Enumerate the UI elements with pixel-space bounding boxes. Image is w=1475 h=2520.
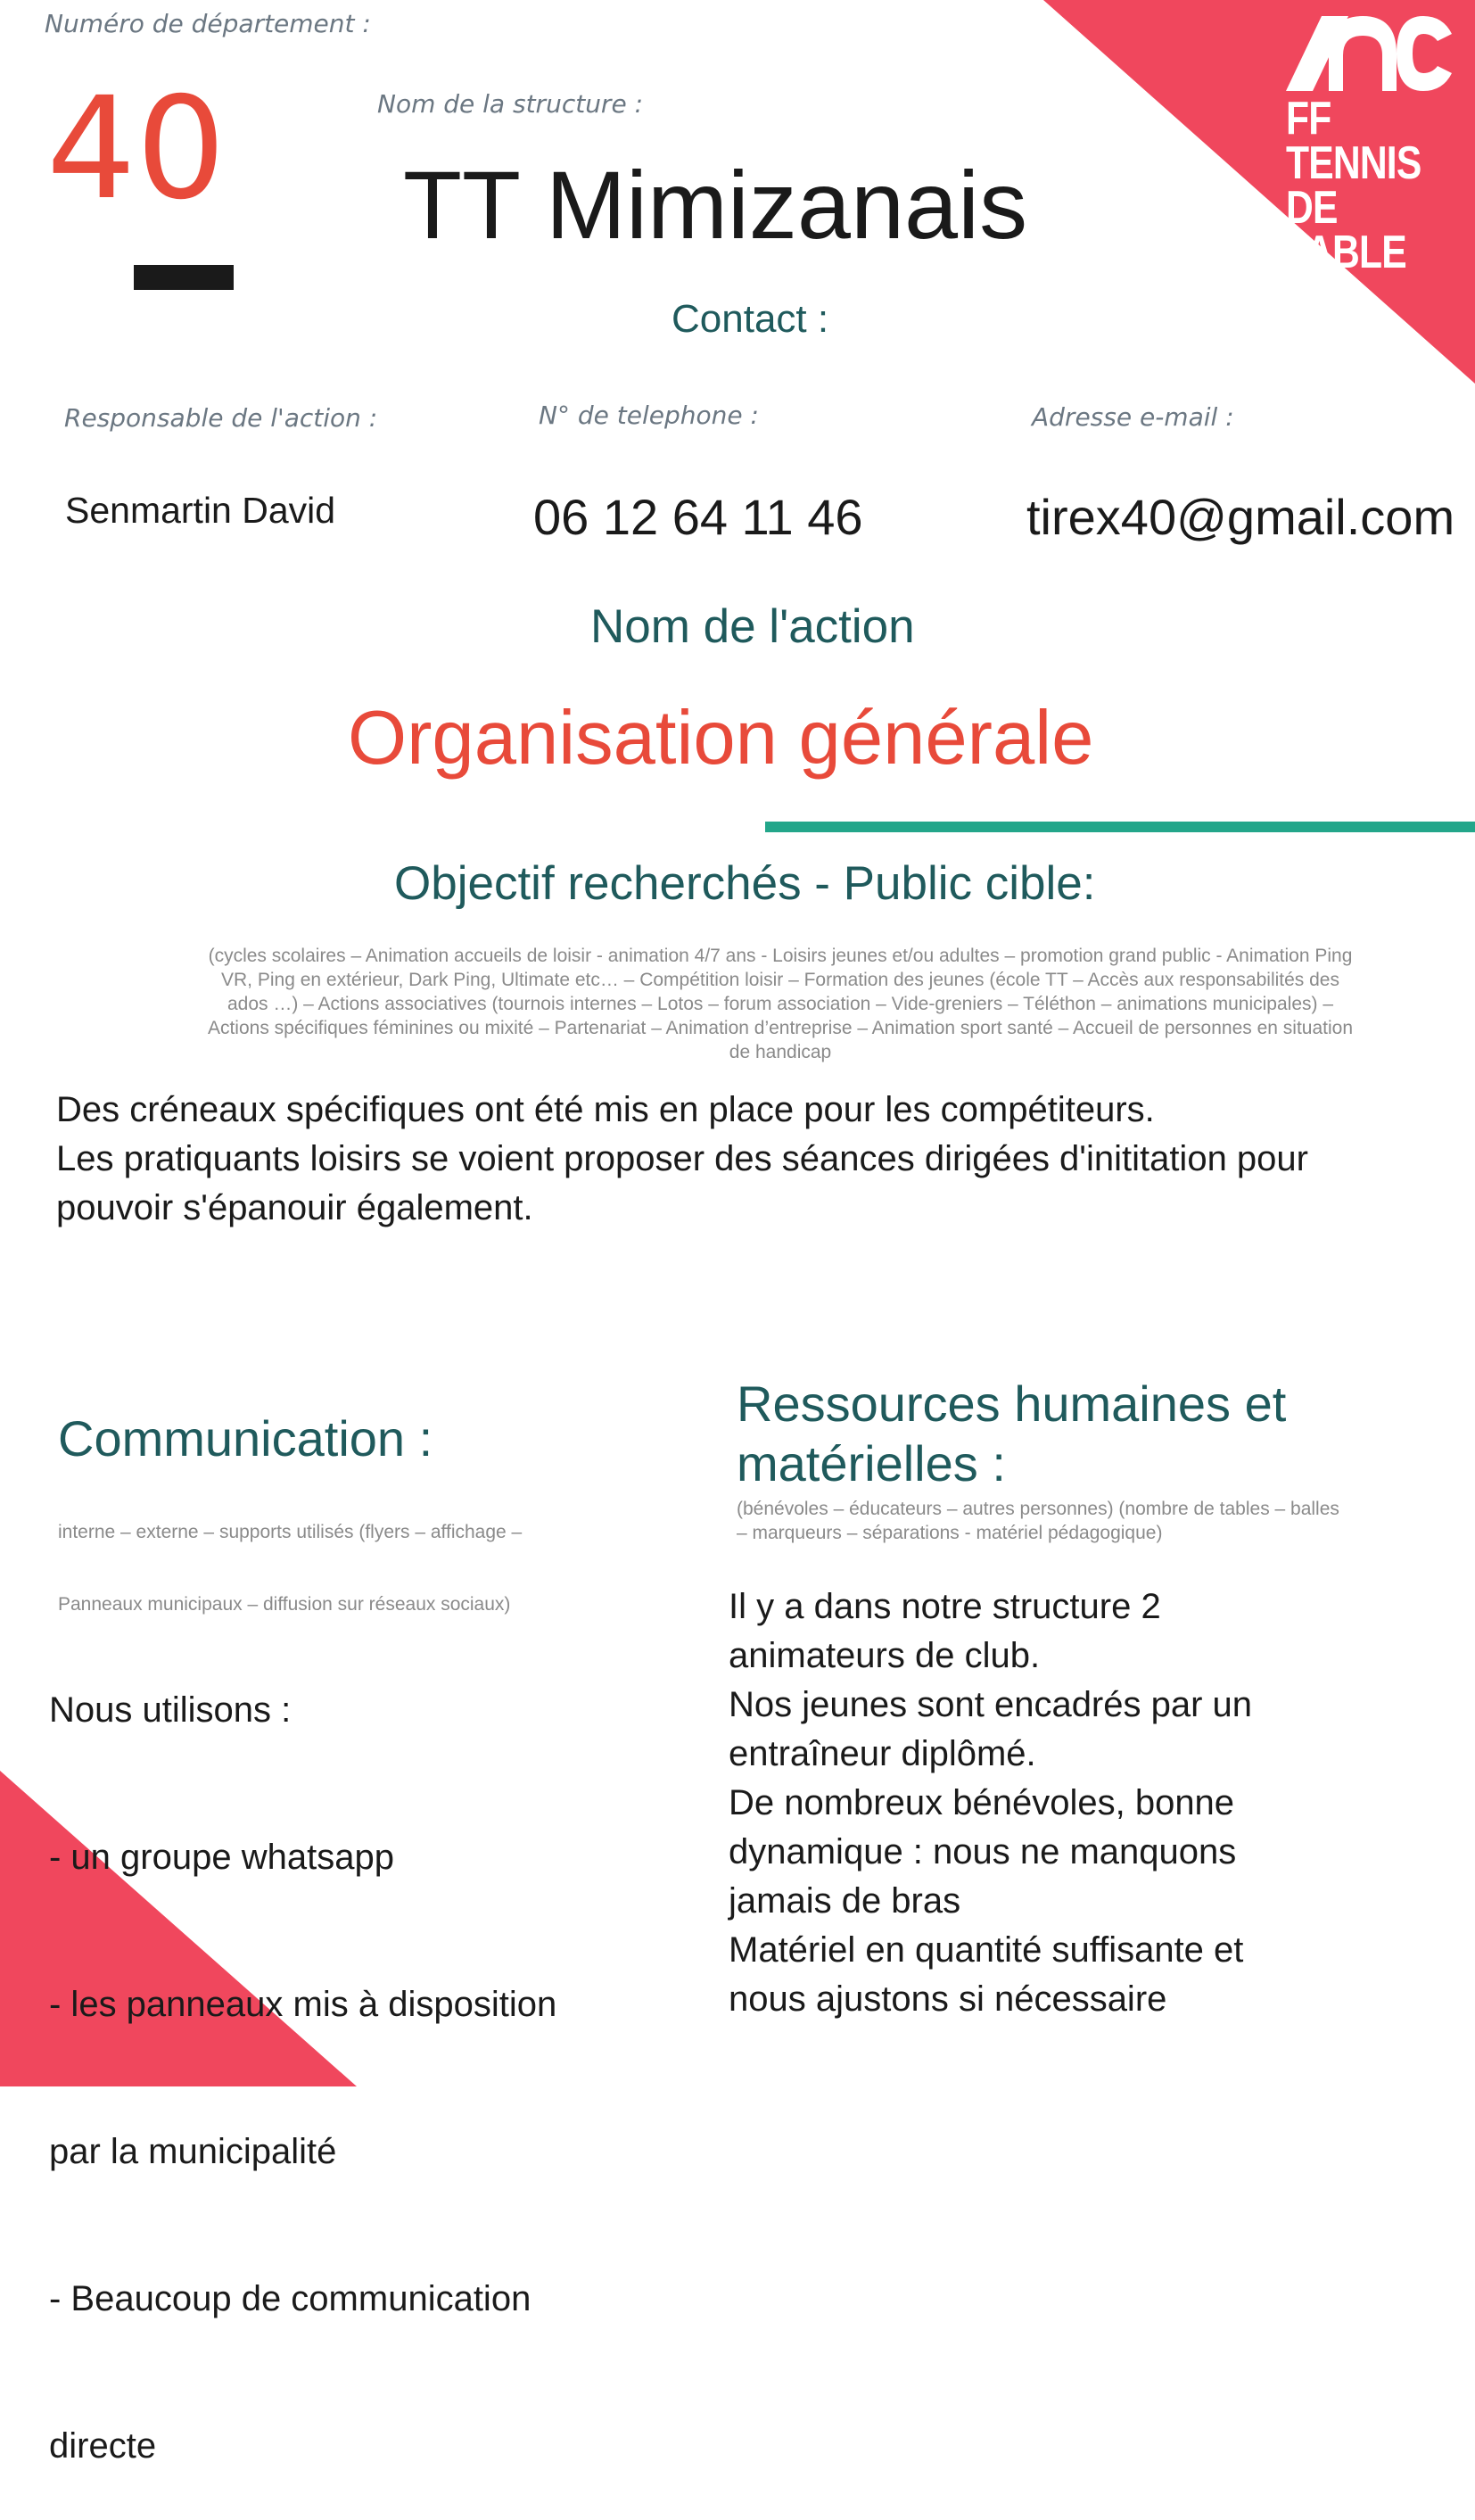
department-number: 40 [46,67,227,231]
phone-label: N° de telephone : [539,401,759,430]
logo-line-2: DE TABLE [1286,182,1406,278]
communication-body [49,1588,556,2520]
communication-body-line: Nous utilisons : [49,1690,292,1730]
ressources-body-line: Nos jeunes sont encadrés par un [729,1685,1253,1724]
communication-body-line: - un groupe whatsapp [49,1838,394,1877]
ressources-body-line: animateurs de club. [729,1636,1041,1675]
objectif-body-line: Les pratiquants loisirs se voient proposer des séances dirigées d'inititation pour [56,1139,1308,1178]
ressources-hint-line: (bénévoles – éducateurs – autres personnes) (nombre de tables – balles [737,1499,1339,1519]
ressources-body-line: Matériel en quantité suffisante et [729,1930,1244,1970]
objectif-hint-line: Actions spécifiques féminines ou mixité – Partenariat – Animation d’entreprise – Animation sport santé – Accueil de personnes en situation [207,1018,1354,1038]
ressources-body-line: Il y a dans notre structure 2 [729,1587,1161,1626]
contact-heading: Contact : [672,297,829,341]
ressources-hint [737,1497,1339,1545]
ressources-heading-line: Ressources humaines et [737,1376,1287,1432]
objectif-hint-line: VR, Ping en extérieur, Dark Ping, Ultimate etc… – Compétition loisir – Formation des jeunes (école TT – Accès aux responsabilités des [221,970,1339,990]
email-label: Adresse e-mail : [1032,402,1234,432]
ressources-hint-line: – marqueurs – séparations - matériel pédagogique) [737,1523,1163,1543]
communication-hint-line: Panneaux municipaux – diffusion sur réseaux sociaux) [58,1594,511,1615]
communication-body-line: - les panneaux mis à disposition [49,1985,557,2024]
structure-label: Nom de la structure : [377,89,644,119]
department-underline [134,265,234,290]
ressources-body-line: nous ajustons si nécessaire [729,1979,1167,2019]
communication-body-line: directe [49,2426,157,2466]
communication-body-line: par la municipalité [49,2132,337,2171]
action-label: Nom de l'action [590,600,915,653]
objectif-hint-line: de handicap [729,1042,832,1062]
objectif-hint-line: (cycles scolaires – Animation accueils de loisir - animation 4/7 ans - Loisirs jeunes et/ou adultes – promotion grand public - Animation Ping [208,946,1353,966]
logo-wordmark [1286,93,1441,278]
section-divider [765,822,1475,832]
objectif-hint-line: ados …) – Actions associatives (tournois internes – Lotos – forum association – Vide-greniers – Téléthon – animations municipales) – [227,994,1334,1014]
responsable-label: Responsable de l'action : [64,403,378,433]
ressources-body-line: dynamique : nous ne manquons [729,1832,1237,1871]
action-name: Organisation générale [348,696,1094,781]
ressources-body-line: jamais de bras [729,1881,961,1921]
objectif-body-line: pouvoir s'épanouir également. [56,1188,533,1227]
structure-name: TT Mimizanais [403,151,1028,259]
ressources-heading-line: matérielles : [737,1435,1006,1491]
department-label: Numéro de département : [45,9,371,38]
communication-body-line: - Beaucoup de communication [49,2279,531,2318]
ressources-body-line: entraîneur diplômé. [729,1734,1036,1773]
objectif-body [56,1086,1308,1233]
communication-hint-line: interne – externe – supports utilisés (flyers – affichage – [58,1522,523,1542]
responsable-value: Senmartin David [65,490,336,531]
objectif-heading: Objectif recherchés - Public cible: [394,857,1096,910]
ressources-body-line: De nombreux bénévoles, bonne [729,1783,1235,1822]
communication-heading: Communication : [58,1410,433,1467]
ressources-heading [737,1374,1286,1493]
objectif-hint [134,944,1427,1064]
logo-line-1: FF TENNIS [1286,93,1421,189]
fftt-logo-icon [1286,14,1455,91]
email-value: tirex40@gmail.com [1026,489,1455,545]
objectif-body-line: Des créneaux spécifiques ont été mis en place pour les compétiteurs. [56,1090,1155,1129]
ressources-body [729,1582,1252,2024]
phone-value: 06 12 64 11 46 [533,489,863,545]
